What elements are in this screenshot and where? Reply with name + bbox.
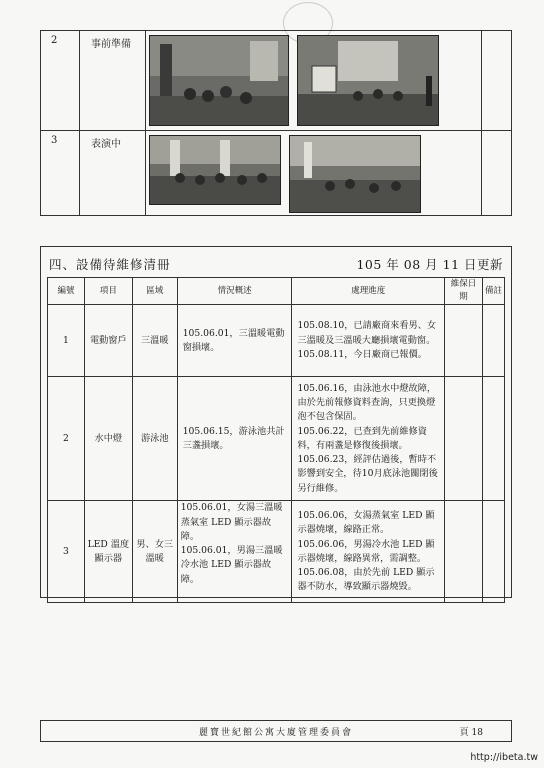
progress-entry: 105.06.16，由泳池水中燈故障，由於先前報修資料查詢，只更換燈泡不包含保固。 [297,382,437,423]
event-number: 3 [51,135,58,146]
column-header: 情況概述 [177,278,292,305]
column-header: 備註 [482,278,504,305]
row-item: 電動窗戶 [84,305,132,377]
row-number: 1 [48,305,85,377]
situation-text: 105.06.01，三溫暖電動窗損壞。 [182,327,285,353]
event-label: 事前準備 [91,39,131,50]
progress-entry: 105.06.06，男湯冷水池 LED 顯示器燒壞，線路異常，需調整。 [297,538,435,564]
progress-entry: 105.06.23，經評估過後，暫時不影響到安全，待10月底泳池關閉後另行維修。 [297,454,438,494]
row-item: LED 溫度顯示器 [84,501,132,603]
event-photo [149,135,281,205]
progress-entry: 105.06.06，女湯蒸氣室 LED 顯示器燒壞，線路正常。 [297,510,435,536]
progress-entry: 105.06.08，由於先前 LED 顯示器不防水，導致顯示器燒毀。 [297,567,435,593]
event-photo [289,135,421,213]
event-label: 表演中 [91,139,121,150]
photo-image [150,136,281,205]
progress-entry: 105.08.11，今日廠商已報價。 [297,348,427,360]
repair-list-section [40,246,512,598]
column-header: 處理進度 [292,278,445,305]
table-header-row [48,278,505,305]
event-photo [297,35,439,126]
photo-image [150,36,289,126]
column-header: 編號 [48,278,85,305]
repair-table [47,277,505,603]
row-maintenance-date [445,501,483,603]
row-progress [292,305,445,377]
row-situation [177,501,292,603]
situation-text: 105.06.01，女湯三溫暖蒸氣室 LED 顯示器故障。 [180,502,283,542]
watermark: http://ibeta.tw [470,752,538,763]
situation-text: 105.06.01，男湯三溫暖冷水池 LED 顯示器故障。 [180,545,283,585]
event-row [41,31,511,131]
photo-image [290,136,421,213]
page-footer [40,720,512,742]
situation-text: 105.06.15，游泳池共計三盞損壞。 [182,425,285,451]
row-number: 3 [48,501,85,603]
event-number: 2 [51,35,58,46]
page-number: 頁 18 [459,728,483,738]
table-row [48,501,505,603]
update-date: 105 年 08 月 11 日更新 [356,257,503,272]
photo-image [298,36,439,126]
progress-entry: 105.08.10，已請廠商來看男、女三溫暖及三溫暖大廳損壞電動窗。 [297,320,437,346]
section-title: 四、設備待維修清冊 [49,257,171,272]
row-progress [292,377,445,501]
event-photo [149,35,289,126]
row-remarks [482,501,504,603]
row-situation [177,305,292,377]
row-number: 2 [48,377,85,501]
row-situation [177,377,292,501]
footer-organization: 麗寶世紀館公寓大廈管理委員會 [198,728,353,738]
row-progress [292,501,445,603]
column-header: 維保日期 [445,278,483,305]
event-row [41,131,511,217]
event-photo-table [40,30,512,216]
row-area: 游泳池 [132,377,177,501]
row-remarks [482,377,504,501]
progress-entry: 105.06.22，已查到先前維修資料，有兩盞是修復後損壞。 [297,425,427,451]
column-header: 項目 [84,278,132,305]
table-row [48,305,505,377]
row-area: 三溫暖 [132,305,177,377]
row-remarks [482,305,504,377]
table-row [48,377,505,501]
row-item: 水中燈 [84,377,132,501]
row-maintenance-date [445,305,483,377]
row-maintenance-date [445,377,483,501]
row-area: 男、女三溫暖 [132,501,177,603]
column-header: 區域 [132,278,177,305]
